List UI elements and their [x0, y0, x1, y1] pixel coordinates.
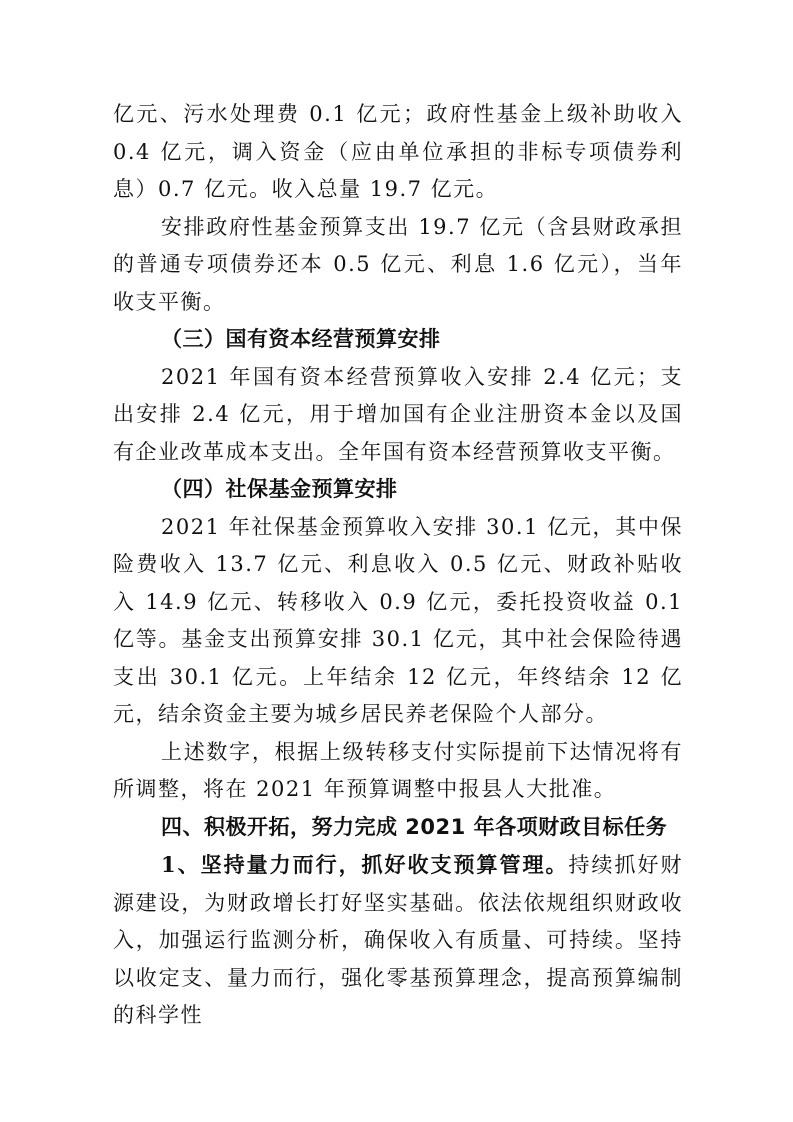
paragraph-adjustment-note: 上述数字，根据上级转移支付实际提前下达情况将有所调整，将在 2021 年预算调整中报县人大批准。 [113, 739, 683, 801]
heading-social-security-budget: （四）社保基金预算安排 [161, 477, 398, 501]
document-body [113, 96, 683, 1035]
paragraph-fund-income: 亿元、污水处理费 0.1 亿元；政府性基金上级补助收入 0.4 亿元，调入资金（应由单位承担的非标专项债券利息）0.7 亿元。收入总量 19.7 亿元。 [113, 102, 683, 201]
paragraph-fund-expenditure: 安排政府性基金预算支出 19.7 亿元（含县财政承担的普通专项债券还本 0.5 亿元、利息 1.6 亿元），当年收支平衡。 [113, 214, 683, 314]
paragraph-social-security-budget: 2021 年社保基金预算收入安排 30.1 亿元，其中保险费收入 13.7 亿元、利息收入 0.5 亿元、财政补贴收入 14.9 亿元、转移收入 0.9 亿元，委托投资收益 0.1 亿等。基金支出预算安排 30.1 亿元，其中社会保险待遇支出 30.1 亿元。上年结余 12 亿元，年终结余 12 亿元，结余资金主要为城乡居民养老保险个人部分。 [113, 514, 683, 726]
item-one-body: 持续抓好财源建设，为财政增长打好坚实基础。依法依规组织财政收入，加强运行监测分析，确保收入有质量、可持续。坚持以收定支、量力而行，强化零基预算理念，提高预算编制的科学性 [113, 853, 683, 1027]
paragraph-item-one [113, 846, 683, 1035]
item-one-lead: 1、坚持量力而行，抓好收支预算管理。 [161, 852, 569, 877]
paragraph-state-capital-budget: 2021 年国有资本经营预算收入安排 2.4 亿元；支出安排 2.4 亿元，用于增加国有企业注册资本金以及国有企业改革成本支出。全年国有资本经营预算收支平衡。 [113, 364, 683, 464]
heading-section-four: 四、积极开拓，努力完成 2021 年各项财政目标任务 [161, 814, 668, 839]
heading-state-capital-budget: （三）国有资本经营预算安排 [161, 327, 441, 351]
